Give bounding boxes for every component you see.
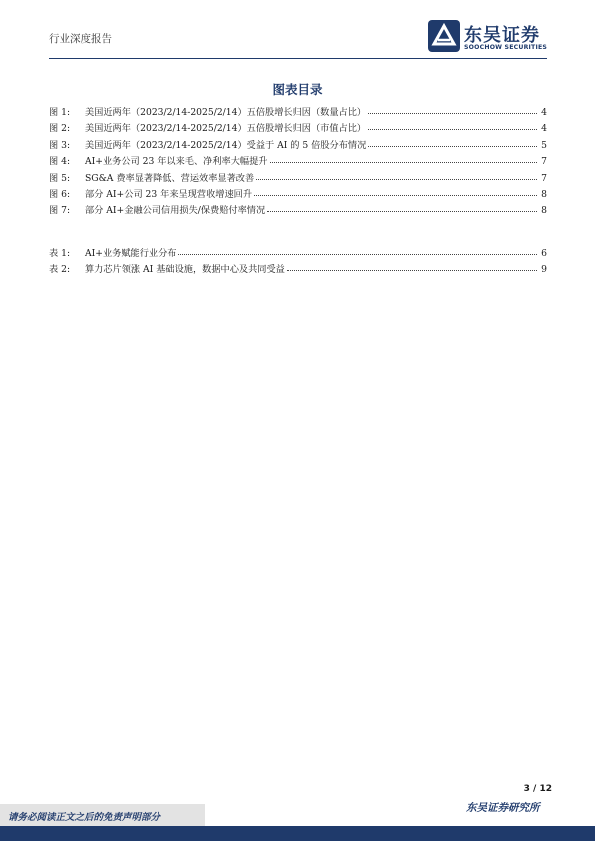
figure-list [49, 104, 547, 219]
toc-entry-page: 4 [541, 107, 547, 118]
toc-entry-page: 8 [541, 205, 547, 217]
toc-leader-dots [267, 204, 537, 212]
toc-entry-label: 图 3: [49, 139, 71, 151]
toc-entry-page: 4 [541, 123, 547, 135]
toc-entry-page: 6 [541, 248, 547, 259]
footer-disclaimer: 请务必阅读正文之后的免责声明部分 [8, 812, 161, 823]
toc-entry[interactable] [49, 245, 547, 261]
toc-entry-text: 美国近两年（2023/2/14-2025/2/14）五倍股增长归因（数量占比） [85, 107, 367, 118]
toc-entry-page: 9 [541, 264, 547, 276]
toc-entry-text: AI+业务赋能行业分布 [85, 248, 177, 259]
footer-bottom-band [0, 826, 595, 841]
toc-entry-page: 7 [541, 172, 547, 184]
toc-entry-label: 图 1: [49, 107, 71, 118]
toc-leader-dots [256, 172, 537, 180]
toc-entry-page: 8 [541, 188, 547, 200]
toc-leader-dots [254, 188, 537, 196]
toc-entry[interactable] [49, 202, 547, 218]
header-divider [49, 58, 547, 59]
page-number: 3 / 12 [523, 784, 552, 794]
logo-mark-icon [428, 20, 460, 52]
toc-entry-page: 7 [541, 156, 547, 168]
toc-entry[interactable] [49, 104, 547, 120]
toc-entry[interactable] [49, 153, 547, 169]
toc-entry-text: 美国近两年（2023/2/14-2025/2/14）五倍股增长归因（市值占比） [85, 123, 367, 135]
toc-entry[interactable] [49, 261, 547, 277]
toc-entry-label: 图 6: [49, 188, 71, 200]
logo-english-name: SOOCHOW SECURITIES [464, 44, 548, 51]
footer-institute-name: 东吴证券研究所 [466, 802, 540, 814]
toc-leader-dots [270, 155, 538, 163]
toc-entry-text: SG&A 费率显著降低、营运效率显著改善 [85, 172, 255, 184]
toc-entry[interactable] [49, 120, 547, 136]
toc-entry-text: 算力芯片领涨 AI 基础设施，数据中心及共同受益 [85, 264, 285, 276]
toc-entry-page: 5 [541, 139, 547, 151]
toc-entry-label: 表 2: [49, 264, 71, 276]
toc-entry-text: 部分 AI+公司 23 年来呈现营收增速回升 [85, 188, 253, 200]
table-list [49, 245, 547, 278]
toc-entry-label: 图 2: [49, 123, 71, 135]
toc-leader-dots [178, 247, 537, 255]
toc-title: 图表目录 [272, 82, 323, 97]
toc-entry-label: 图 4: [49, 156, 71, 168]
toc-entry[interactable] [49, 170, 547, 186]
toc-leader-dots [368, 122, 537, 130]
toc-entry-label: 图 5: [49, 172, 71, 184]
report-type-label: 行业深度报告 [49, 33, 112, 45]
toc-leader-dots [368, 106, 537, 114]
toc-entry-text: AI+业务公司 23 年以来毛、净利率大幅提升 [85, 156, 268, 168]
toc-entry[interactable] [49, 186, 547, 202]
toc-entry-text: 美国近两年（2023/2/14-2025/2/14）受益于 AI 的 5 倍股分布情况 [85, 139, 367, 151]
toc-entry-label: 图 7: [49, 205, 71, 217]
toc-entry-text: 部分 AI+金融公司信用损失/保费赔付率情况 [85, 205, 266, 217]
toc-leader-dots [287, 263, 537, 271]
toc-leader-dots [368, 139, 537, 147]
logo-chinese-name: 东吴证券 [464, 25, 540, 46]
toc-entry-label: 表 1: [49, 248, 71, 259]
soochow-securities-logo [428, 20, 558, 54]
toc-entry[interactable] [49, 137, 547, 153]
